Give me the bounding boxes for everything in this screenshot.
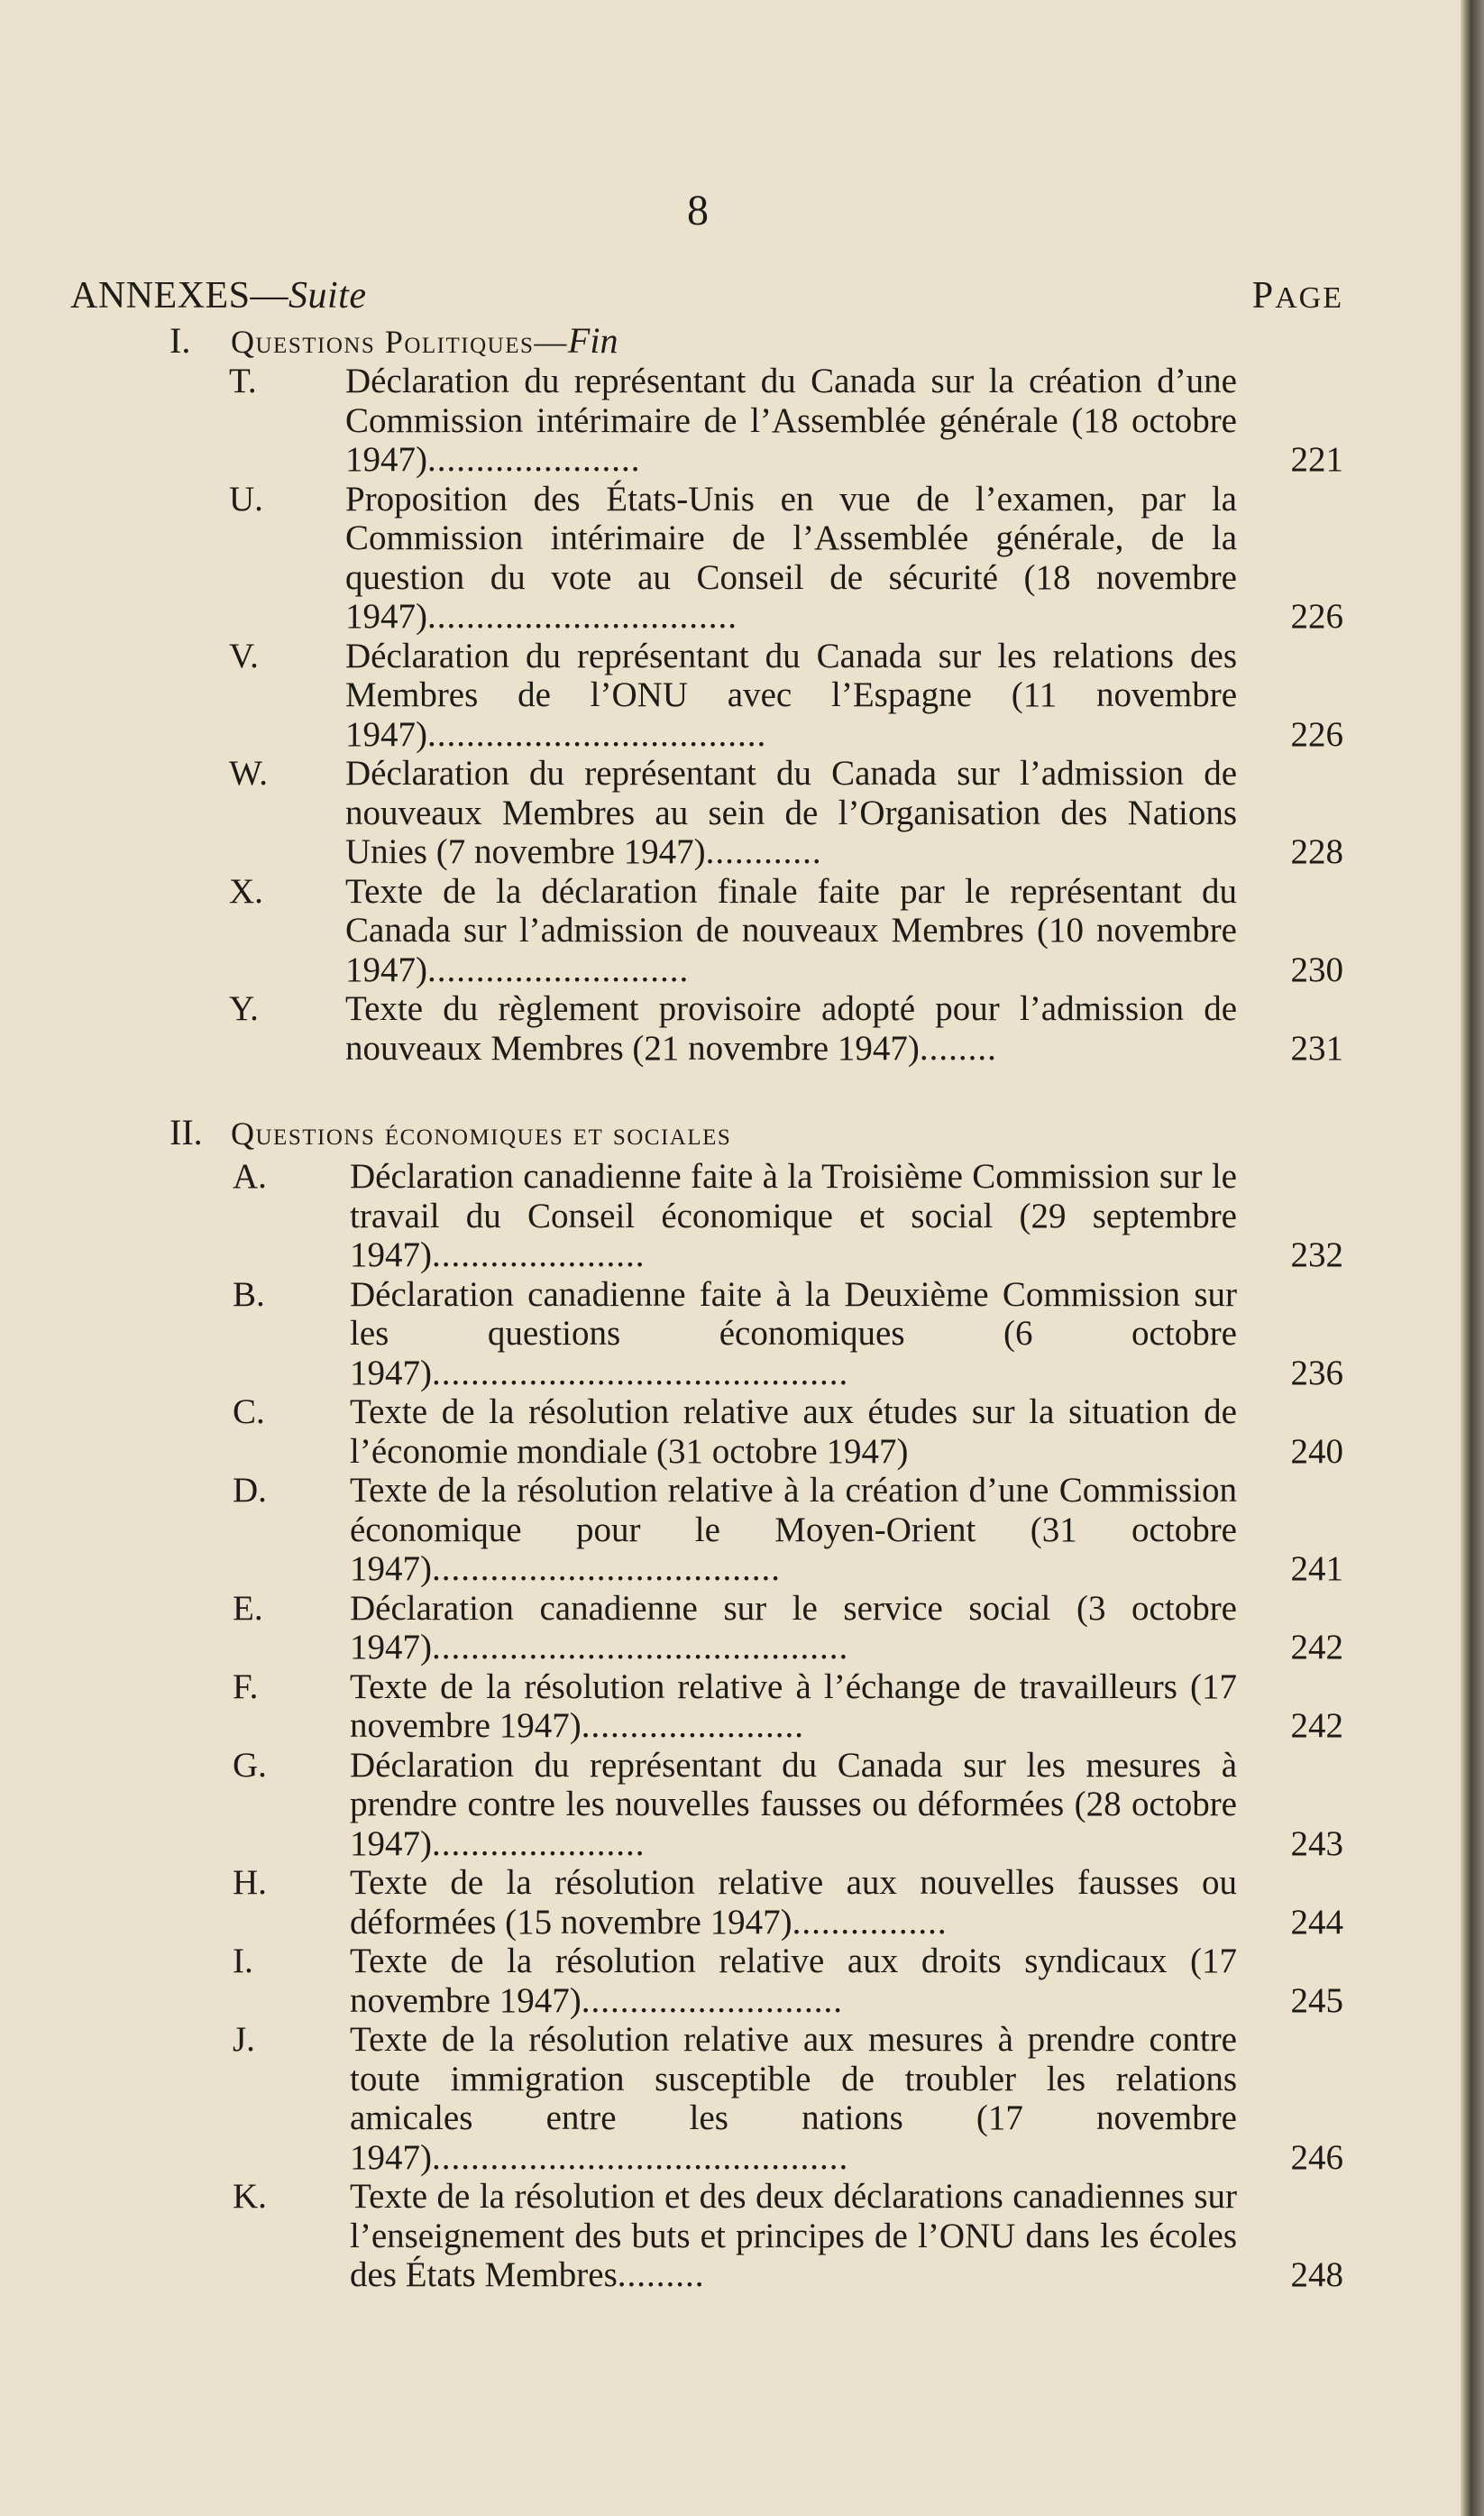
entry-title: Texte de la résolution relative aux nouvelles fausses ou déformées (15 novembre 1947) (350, 1863, 1237, 1942)
toc-entry (70, 1746, 1343, 1864)
entry-title: Déclaration canadienne faite à la Deuxième Commission sur les questions économiques (6 octobre 1947) (350, 1274, 1237, 1392)
entry-title: Texte de la résolution relative aux mesures à prendre contre toute immigration susceptible de troubler les relations amicales entre les nations (17 novembre 1947) (350, 2020, 1237, 2177)
entry-letter: K. (233, 2177, 267, 2216)
section-numeral: I. (169, 320, 191, 361)
entry-page-number: 232 (1290, 1235, 1343, 1274)
entry-text (345, 754, 1237, 872)
page-column-label (1252, 274, 1343, 317)
entry-leader-dots: ........................................... (432, 1353, 849, 1392)
annexes-header (70, 274, 1343, 317)
entry-page-number: 236 (1290, 1353, 1343, 1392)
toc-entry (70, 1392, 1343, 1471)
toc-entry (70, 480, 1343, 637)
toc-entry (70, 1589, 1343, 1667)
entry-page-number: 242 (1290, 1706, 1343, 1745)
page-number: 8 (687, 187, 709, 234)
entry-leader-dots: ................................ (427, 597, 737, 636)
entry-title: Déclaration du représentant du Canada sur les relations des Membres de l’ONU avec l’Espagne (11 novembre 1947) (345, 636, 1237, 754)
entry-leader-dots: ................................... (427, 714, 767, 754)
entry-page-number: 241 (1290, 1549, 1343, 1588)
entry-title: Texte de la résolution relative aux études sur la situation de l’économie mondiale (31 octobre 1947) (350, 1392, 1237, 1471)
entry-text (350, 1275, 1237, 1393)
entry-letter: F. (233, 1667, 259, 1706)
entry-text (350, 1157, 1237, 1275)
section-fin: Fin (567, 320, 618, 361)
entry-text (345, 480, 1237, 637)
entry-leader-dots: ................ (792, 1902, 948, 1942)
section-numeral: II. (169, 1112, 203, 1152)
section-economic-social-questions (70, 1113, 1343, 2295)
entry-title: Texte du règlement provisoire adopté pour l’admission de nouveaux Membres (21 novembre 1947) (345, 989, 1237, 1068)
entry-letter: E. (233, 1588, 263, 1628)
toc-entry (70, 1863, 1343, 1942)
entry-title: Déclaration du représentant du Canada sur l’admission de nouveaux Membres au sein de l’Organisation des Nations Unies (7 novembre 1947) (345, 754, 1237, 871)
toc-entry (70, 637, 1343, 755)
entry-page-number: 226 (1290, 597, 1343, 636)
entry-page-number: 240 (1290, 1431, 1343, 1471)
entry-letter: T. (229, 362, 257, 400)
annexes-label: ANNEXES— (70, 275, 289, 317)
toc-entry (70, 1667, 1343, 1746)
toc-entry (70, 989, 1343, 1068)
entry-text (350, 1746, 1237, 1864)
entry-leader-dots: ......... (617, 2255, 705, 2294)
page-edge (1461, 0, 1484, 2516)
entry-leader-dots: ...................... (432, 1823, 646, 1863)
entry-leader-dots: ........ (919, 1028, 997, 1068)
entry-leader-dots: ........................... (581, 1980, 843, 2020)
section-heading (169, 321, 1343, 362)
entry-title: Déclaration canadienne sur le service social (3 octobre 1947) (350, 1588, 1237, 1667)
section-political-questions (70, 321, 1343, 1068)
entry-letter: W. (229, 754, 268, 793)
entry-title: Déclaration du représentant du Canada sur la création d’une Commission intérimaire de l’Assemblée générale (18 octobre 1947) (345, 362, 1237, 479)
toc-entry (70, 754, 1343, 872)
entry-text (350, 1667, 1237, 1746)
annexes-suite: Suite (289, 275, 367, 317)
entry-leader-dots: ........................... (427, 950, 690, 989)
toc-entry (70, 872, 1343, 990)
page-label-rest: AGE (1275, 281, 1343, 315)
entry-page-number: 244 (1290, 1902, 1343, 1942)
entry-leader-dots: ............ (705, 832, 822, 871)
entry-leader-dots: ...................... (427, 440, 641, 479)
toc-entry (70, 1471, 1343, 1589)
toc-entry (70, 2177, 1343, 2295)
entry-page-number: 221 (1290, 440, 1343, 479)
entry-letter: J. (233, 2020, 255, 2059)
entry-title: Déclaration du représentant du Canada sur les mesures à prendre contre les nouvelles fausses ou déformées (28 octobre 1947) (350, 1745, 1237, 1863)
entry-list (70, 362, 1343, 1068)
entry-letter: U. (229, 479, 263, 519)
entry-title: Texte de la résolution relative à l’échange de travailleurs (17 novembre 1947) (350, 1667, 1237, 1745)
entry-text (350, 1863, 1237, 1942)
entry-text (350, 1471, 1237, 1589)
entry-title: Texte de la déclaration finale faite par le représentant du Canada sur l’admission de nouveaux Membres (10 novembre 1947) (345, 871, 1237, 989)
entry-leader-dots: ....................... (581, 1706, 804, 1745)
toc-entry (70, 1275, 1343, 1393)
table-of-contents (70, 321, 1343, 2295)
entry-leader-dots: .................................... (432, 1549, 781, 1588)
entry-letter: B. (233, 1274, 265, 1314)
toc-entry (70, 2020, 1343, 2177)
entry-text (345, 637, 1237, 755)
entry-letter: I. (233, 1942, 253, 1980)
entry-title: Texte de la résolution et des deux déclarations canadiennes sur l’enseignement des buts et principes de l’ONU dans les écoles des États Membres (350, 2177, 1237, 2294)
entry-letter: C. (233, 1392, 265, 1431)
entry-text (345, 872, 1237, 990)
section-heading (169, 1113, 1343, 1153)
entry-text (345, 362, 1237, 480)
entry-text (350, 1589, 1237, 1667)
entry-title: Texte de la résolution relative aux droits syndicaux (17 novembre 1947) (350, 1942, 1237, 2020)
entry-list (70, 1157, 1343, 2295)
entry-letter: G. (233, 1745, 267, 1785)
entry-letter: H. (233, 1863, 267, 1902)
entry-page-number: 231 (1290, 1028, 1343, 1068)
entry-text (350, 1392, 1237, 1471)
entry-page-number: 230 (1290, 950, 1343, 989)
entry-title: Déclaration canadienne faite à la Troisième Commission sur le travail du Conseil économique et social (29 septembre 1947) (350, 1157, 1237, 1274)
entry-letter: A. (233, 1157, 267, 1196)
entry-leader-dots: ........................................... (432, 2137, 849, 2177)
entry-page-number: 246 (1290, 2137, 1343, 2177)
entry-letter: D. (233, 1471, 267, 1510)
entry-page-number: 245 (1290, 1980, 1343, 2020)
toc-entry (70, 1942, 1343, 2020)
entry-letter: Y. (229, 989, 259, 1028)
section-title: Questions Politiques— (231, 324, 568, 360)
entry-leader-dots: ...................... (432, 1235, 646, 1274)
annexes-title (70, 274, 366, 317)
entry-page-number: 228 (1290, 832, 1343, 871)
entry-text (350, 2020, 1237, 2177)
entry-text (350, 1942, 1237, 2020)
entry-letter: X. (229, 871, 263, 911)
section-title: Questions économiques et sociales (231, 1116, 732, 1152)
entry-page-number: 243 (1290, 1823, 1343, 1863)
entry-text (350, 2177, 1237, 2295)
entry-title: Proposition des États-Unis en vue de l’examen, par la Commission intérimaire de l’Assemblée générale, de la question du vote au Conseil de sécurité (18 novembre 1947) (345, 479, 1237, 636)
toc-entry (70, 362, 1343, 480)
page-label-cap: P (1251, 275, 1276, 317)
entry-title: Texte de la résolution relative à la création d’une Commission économique pour le Moyen-Orient (31 octobre 1947) (350, 1471, 1237, 1588)
entry-page-number: 248 (1290, 2255, 1343, 2294)
toc-entry (70, 1157, 1343, 1275)
entry-page-number: 242 (1290, 1628, 1343, 1667)
entry-text (345, 989, 1237, 1068)
entry-leader-dots: ........................................... (432, 1628, 849, 1667)
entry-letter: V. (229, 636, 259, 675)
entry-page-number: 226 (1290, 714, 1343, 754)
